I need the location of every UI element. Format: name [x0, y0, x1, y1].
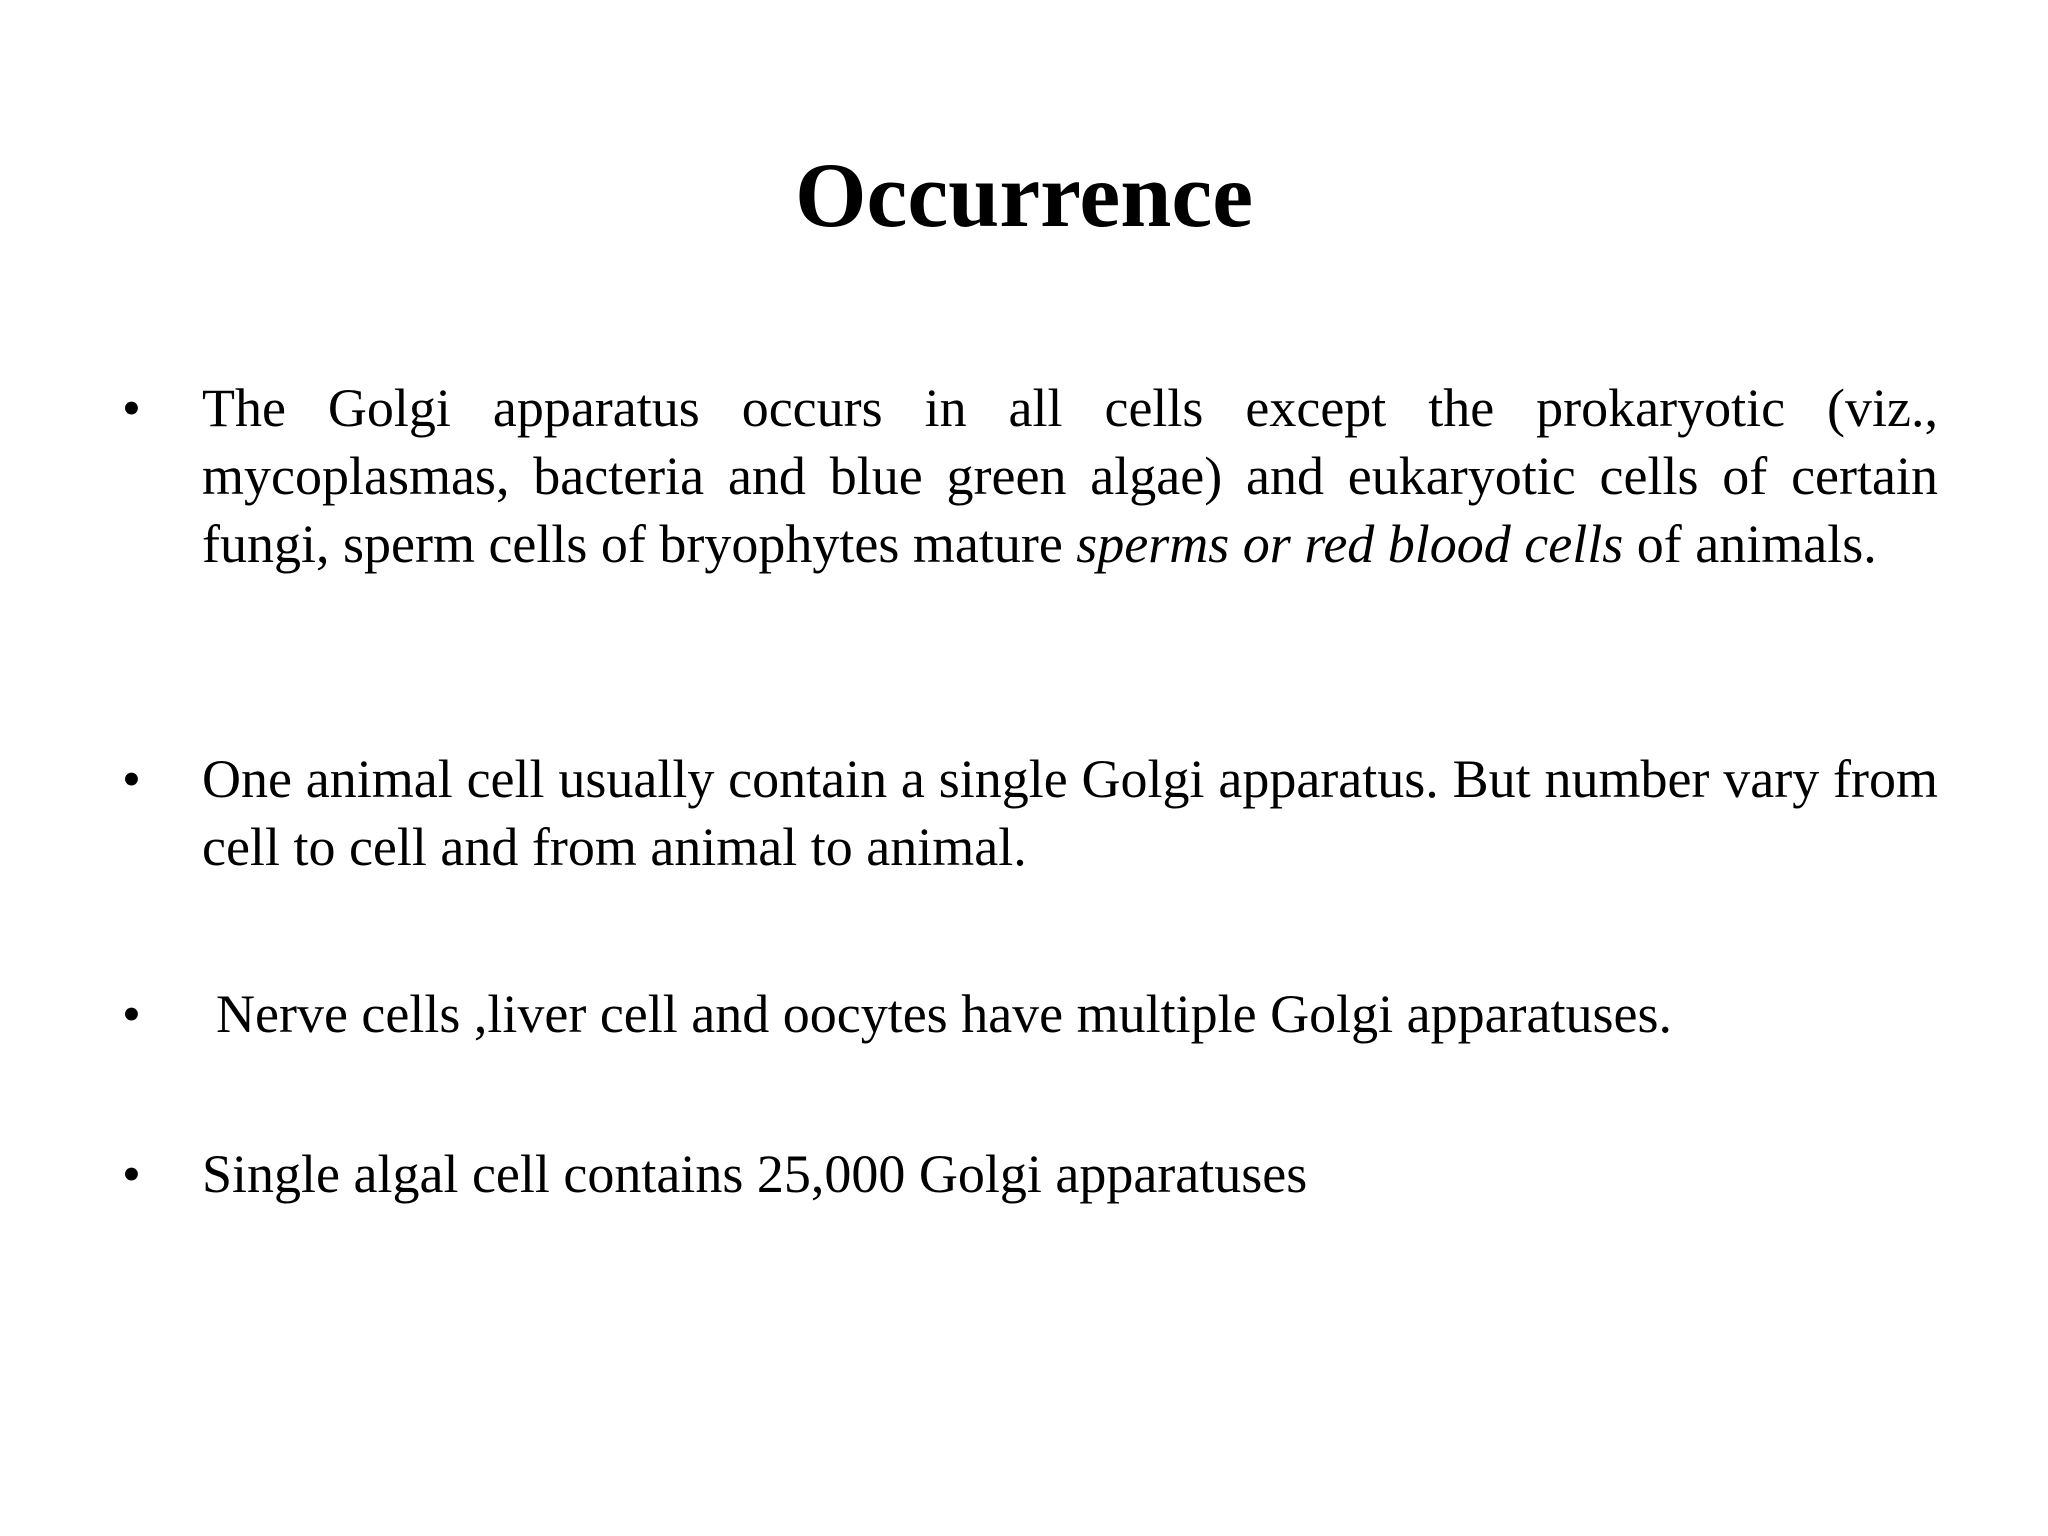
bullet-icon: •	[122, 984, 141, 1044]
bullet-text: Single algal cell contains 25,000 Golgi apparatuses	[202, 1144, 1308, 1204]
bullet-text	[202, 374, 1938, 578]
bullet-text: One animal cell usually contain a single Golgi apparatus. But number vary from cell to cell and from animal to animal.	[202, 749, 1938, 877]
bullet-text-part: of animals.	[1623, 514, 1877, 574]
bullet-text: Nerve cells ,liver cell and oocytes have multiple Golgi apparatuses.	[216, 984, 1672, 1044]
bullet-icon: •	[122, 749, 141, 809]
bullet-icon: •	[122, 1144, 141, 1204]
bullet-text-part: The Golgi apparatus occurs in all cells except the prokaryotic (viz., mycoplasmas, bacteria and blue green algae) and eukaryotic cells of certain fungi, sperm cells of bryophytes mature	[202, 378, 1938, 574]
bullet-text-italic: sperms or red blood cells	[1076, 514, 1624, 574]
slide-title: Occurrence	[794, 144, 1254, 246]
bullet-icon: •	[122, 378, 141, 438]
